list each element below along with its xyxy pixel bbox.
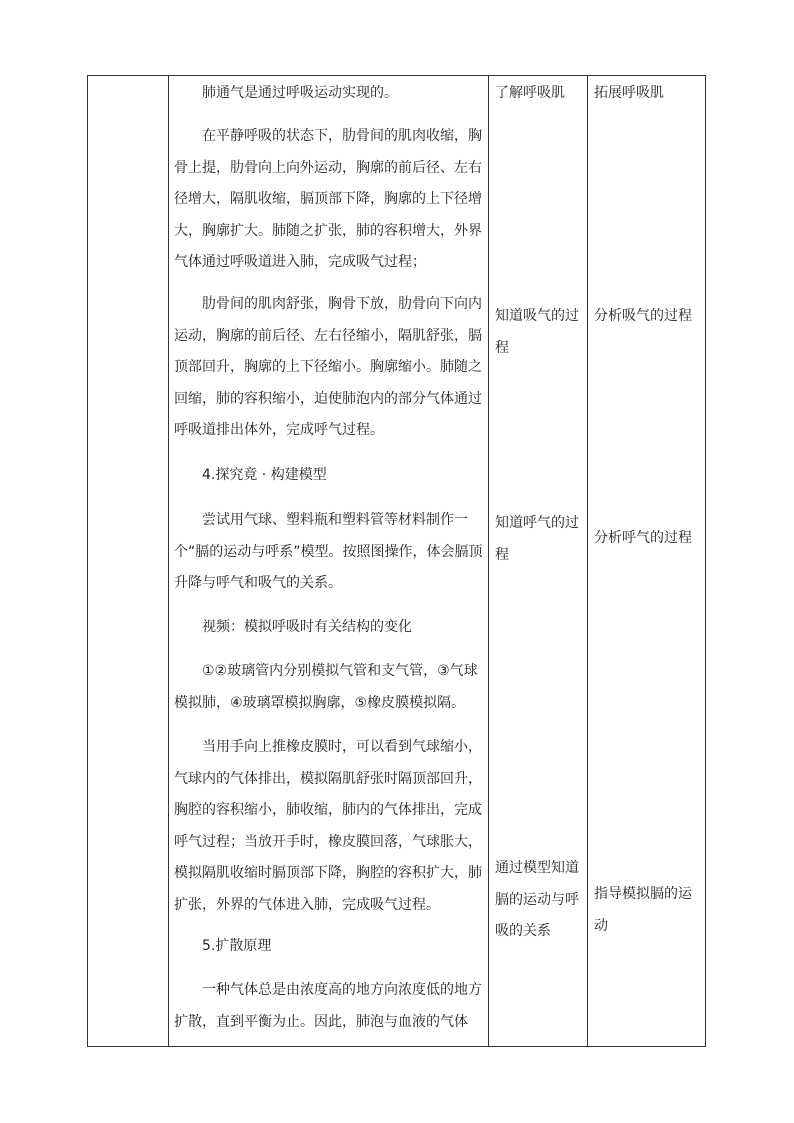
content-paragraph: ①②玻璃管内分别模拟气管和支气管，③气球模拟肺，④玻璃罩模拟胸廓，⑤橡皮膜模拟隔。	[174, 663, 478, 711]
design-intent: 分析呼气的过程	[594, 530, 692, 546]
design-intent: 分析吸气的过程	[594, 308, 692, 324]
student-activity: 通过模型知道膈的运动与呼吸的关系	[495, 860, 579, 939]
content-paragraph: 尝试用气球、塑料瓶和塑料管等材料制作一个“膈的运动与呼系”模型。按照图操作，体会膈顶升降与呼气和吸气的关系。	[174, 512, 483, 591]
design-intent: 指导模拟膈的运动	[594, 886, 692, 934]
column-divider	[587, 76, 588, 1046]
column-divider	[168, 76, 169, 1046]
lesson-table	[87, 75, 706, 1047]
student-activity: 知道呼气的过程	[495, 515, 579, 563]
column-divider	[488, 76, 489, 1046]
section-heading: 4.探究竟 · 构建模型	[202, 467, 327, 483]
content-paragraph: 肺通气是通过呼吸运动实现的。	[202, 85, 398, 101]
design-intent: 拓展呼吸肌	[594, 85, 664, 101]
content-paragraph: 肋骨间的肌肉舒张，胸骨下放，肋骨向下向内运动，胸廓的前后径、左右径缩小，隔肌舒张，膈顶部回升，胸廓的上下径缩小。胸廓缩小。肺随之回缩，肺的容积缩小，迫使肺泡内的部分气体通过呼吸道排出体外，完成呼气过程。	[174, 296, 482, 438]
content-paragraph: 当用手向上推橡皮膜时，可以看到气球缩小，气球内的气体排出，模拟隔肌舒张时隔顶部回升，胸腔的容积缩小，肺收缩，肺内的气体排出，完成呼气过程；当放开手时，橡皮膜回落，气球胀大，模拟隔肌收缩时膈顶部下降，胸腔的容积扩大，肺扩张，外界的气体进入肺，完成吸气过程。	[174, 739, 482, 913]
student-activity: 知道吸气的过程	[495, 308, 579, 356]
video-caption: 视频：模拟呼吸时有关结构的变化	[202, 619, 412, 635]
section-heading: 5.扩散原理	[202, 938, 272, 954]
content-paragraph: 在平静呼吸的状态下，肋骨间的肌肉收缩，胸骨上提，肋骨向上向外运动，胸廓的前后径、左右径增大，隔肌收缩，膈顶部下降，胸廓的上下径增大，胸廓扩大。肺随之扩张，肺的容积增大，外界气体通过呼吸道进入肺，完成吸气过程；	[174, 128, 482, 270]
student-activity: 了解呼吸肌	[495, 85, 565, 101]
content-paragraph: 一种气体总是由浓度高的地方向浓度低的地方扩散，直到平衡为止。因此，肺泡与血液的气体	[174, 982, 482, 1030]
